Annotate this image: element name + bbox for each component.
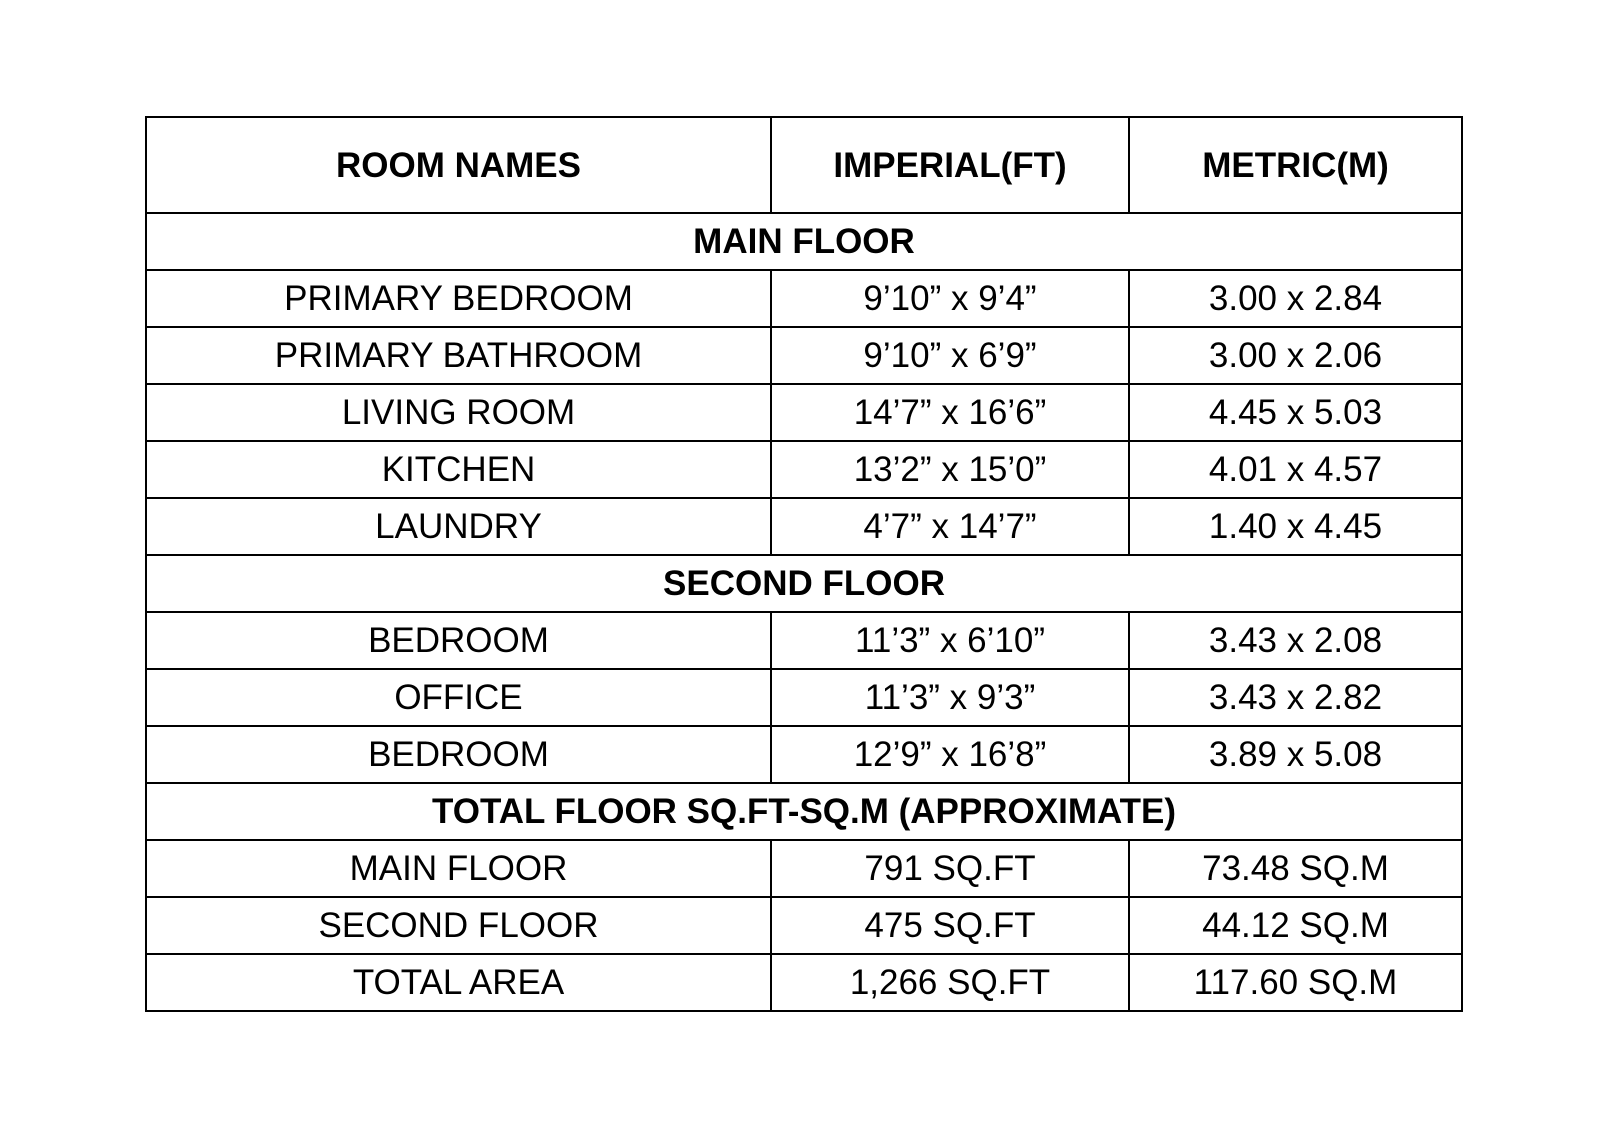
section-title: SECOND FLOOR bbox=[146, 555, 1462, 612]
section-title: MAIN FLOOR bbox=[146, 213, 1462, 270]
room-name-cell: BEDROOM bbox=[146, 726, 771, 783]
metric-cell: 4.01 x 4.57 bbox=[1129, 441, 1462, 498]
room-name-cell: LAUNDRY bbox=[146, 498, 771, 555]
section-main-floor bbox=[146, 213, 1462, 270]
table-row bbox=[146, 498, 1462, 555]
table-row bbox=[146, 612, 1462, 669]
header-room-names: ROOM NAMES bbox=[146, 117, 771, 213]
imperial-cell: 11’3” x 9’3” bbox=[771, 669, 1129, 726]
imperial-cell: 13’2” x 15’0” bbox=[771, 441, 1129, 498]
metric-cell: 3.00 x 2.84 bbox=[1129, 270, 1462, 327]
header-imperial: IMPERIAL(FT) bbox=[771, 117, 1129, 213]
metric-cell: 4.45 x 5.03 bbox=[1129, 384, 1462, 441]
table-row bbox=[146, 897, 1462, 954]
metric-cell: 44.12 SQ.M bbox=[1129, 897, 1462, 954]
table-row bbox=[146, 954, 1462, 1011]
metric-cell: 3.43 x 2.82 bbox=[1129, 669, 1462, 726]
room-name-cell: BEDROOM bbox=[146, 612, 771, 669]
metric-cell: 3.89 x 5.08 bbox=[1129, 726, 1462, 783]
imperial-cell: 11’3” x 6’10” bbox=[771, 612, 1129, 669]
room-dimensions-table bbox=[145, 116, 1463, 1012]
metric-cell: 117.60 SQ.M bbox=[1129, 954, 1462, 1011]
room-name-cell: TOTAL AREA bbox=[146, 954, 771, 1011]
metric-cell: 73.48 SQ.M bbox=[1129, 840, 1462, 897]
room-name-cell: MAIN FLOOR bbox=[146, 840, 771, 897]
room-name-cell: OFFICE bbox=[146, 669, 771, 726]
table-header-row bbox=[146, 117, 1462, 213]
imperial-cell: 12’9” x 16’8” bbox=[771, 726, 1129, 783]
table-row bbox=[146, 726, 1462, 783]
room-name-cell: KITCHEN bbox=[146, 441, 771, 498]
table-row bbox=[146, 840, 1462, 897]
section-title: TOTAL FLOOR SQ.FT-SQ.M (APPROXIMATE) bbox=[146, 783, 1462, 840]
room-name-cell: LIVING ROOM bbox=[146, 384, 771, 441]
imperial-cell: 4’7” x 14’7” bbox=[771, 498, 1129, 555]
room-name-cell: PRIMARY BATHROOM bbox=[146, 327, 771, 384]
metric-cell: 3.00 x 2.06 bbox=[1129, 327, 1462, 384]
imperial-cell: 1,266 SQ.FT bbox=[771, 954, 1129, 1011]
section-totals bbox=[146, 783, 1462, 840]
metric-cell: 3.43 x 2.08 bbox=[1129, 612, 1462, 669]
section-second-floor bbox=[146, 555, 1462, 612]
imperial-cell: 9’10” x 9’4” bbox=[771, 270, 1129, 327]
table-row bbox=[146, 327, 1462, 384]
table-row bbox=[146, 669, 1462, 726]
imperial-cell: 475 SQ.FT bbox=[771, 897, 1129, 954]
room-name-cell: PRIMARY BEDROOM bbox=[146, 270, 771, 327]
imperial-cell: 14’7” x 16’6” bbox=[771, 384, 1129, 441]
room-name-cell: SECOND FLOOR bbox=[146, 897, 771, 954]
imperial-cell: 791 SQ.FT bbox=[771, 840, 1129, 897]
header-metric: METRIC(M) bbox=[1129, 117, 1462, 213]
table-row bbox=[146, 441, 1462, 498]
imperial-cell: 9’10” x 6’9” bbox=[771, 327, 1129, 384]
metric-cell: 1.40 x 4.45 bbox=[1129, 498, 1462, 555]
table-row bbox=[146, 384, 1462, 441]
table-row bbox=[146, 270, 1462, 327]
